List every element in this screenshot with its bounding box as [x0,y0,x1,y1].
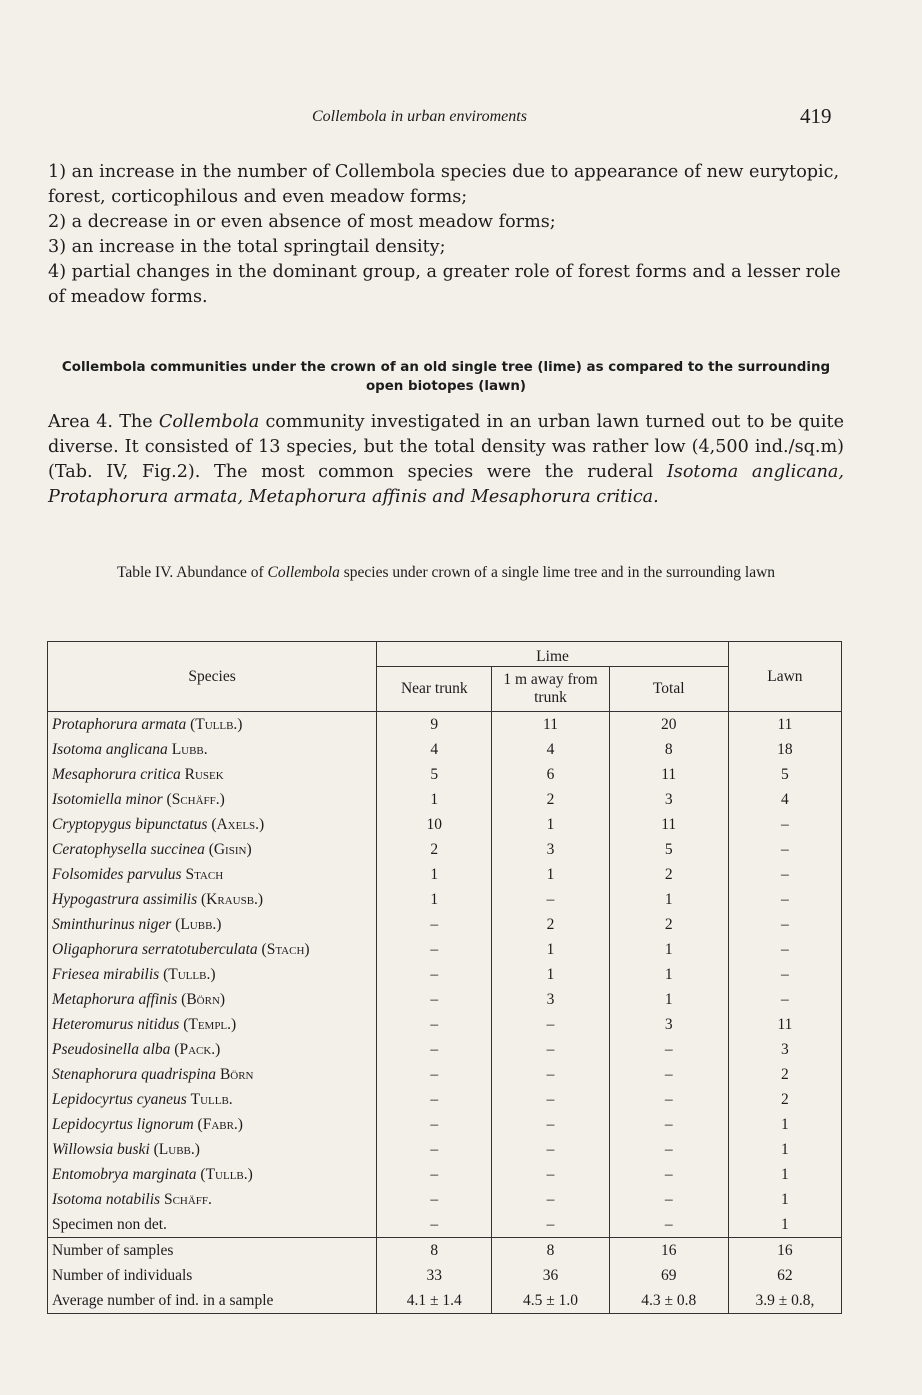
species-name: Hypogastrura assimilis [52,891,198,908]
species-name: Oligaphorura serratotuberculata [52,941,258,958]
total-cell: – [609,1062,728,1087]
total-cell: – [609,1087,728,1112]
species-name: Metaphorura affinis [52,991,178,1008]
header-away: 1 m away from trunk [492,667,609,712]
abundance-table [47,641,842,1314]
summary-label: Number of individuals [48,1263,377,1288]
total-cell: 1 [609,887,728,912]
total-cell: – [609,1037,728,1062]
total-cell: 2 [609,862,728,887]
species-cell [48,1062,377,1087]
summary-away-cell: 4.5 ± 1.0 [492,1288,609,1314]
table-row [48,1187,842,1212]
species-author: (Krausb.) [201,891,264,908]
running-head [0,104,922,130]
species-cell [48,1112,377,1137]
near-cell: – [377,937,492,962]
total-cell: – [609,1187,728,1212]
near-cell: 9 [377,712,492,738]
species-author: Tullb. [190,1091,233,1108]
summary-total-cell: 4.3 ± 0.8 [609,1288,728,1314]
paragraph-taxon: Collembola [158,412,260,432]
total-cell: 1 [609,937,728,962]
caption-taxon: Collembola [267,564,340,581]
table-row [48,1162,842,1187]
species-author: (Gisin) [208,841,252,858]
table-row [48,962,842,987]
species-author: Börn [219,1066,254,1083]
lawn-cell: 3 [728,1037,841,1062]
species-cell [48,1137,377,1162]
lawn-cell: – [728,962,841,987]
summary-near-cell: 8 [377,1238,492,1264]
near-cell: – [377,987,492,1012]
species-cell [48,862,377,887]
running-title: Collembola in urban enviroments [312,108,527,125]
table-row [48,987,842,1012]
species-name: Isotomiella minor [52,791,163,808]
species-cell [48,962,377,987]
species-author: Rusek [184,766,224,783]
list-item: 2) a decrease in or even absence of most meadow forms; [48,212,556,232]
body-paragraph [48,410,844,510]
away-cell: 1 [492,862,609,887]
species-author: (Schäff.) [166,791,225,808]
away-cell: – [492,1162,609,1187]
summary-away-cell: 8 [492,1238,609,1264]
table-row [48,937,842,962]
species-author: (Börn) [181,991,226,1008]
species-name: Heteromurus nitidus [52,1016,180,1033]
total-cell: – [609,1112,728,1137]
list-item: 4) partial changes in the dominant group, a greater role of forest forms and a lesser role of meadow forms. [48,262,841,307]
lawn-cell: 1 [728,1137,841,1162]
total-cell: 3 [609,787,728,812]
lawn-cell: 11 [728,712,841,738]
lawn-cell: 18 [728,737,841,762]
lawn-cell: – [728,812,841,837]
header-lawn: Lawn [728,642,841,712]
table-row [48,712,842,738]
near-cell: – [377,1062,492,1087]
findings-list [48,160,844,310]
species-name: Folsomides parvulus [52,866,182,883]
table-row [48,887,842,912]
summary-near-cell: 33 [377,1263,492,1288]
lawn-cell: 4 [728,787,841,812]
species-cell [48,937,377,962]
species-name: Protaphorura armata [52,716,187,733]
species-author: (Lubb.) [175,916,222,933]
species-cell [48,987,377,1012]
near-cell: – [377,1137,492,1162]
lawn-cell: – [728,987,841,1012]
list-item: 3) an increase in the total springtail density; [48,237,446,257]
species-name: Lepidocyrtus lignorum [52,1116,194,1133]
species-author: (Tullb.) [200,1166,253,1183]
near-cell: 1 [377,862,492,887]
table-row [48,912,842,937]
away-cell: 3 [492,987,609,1012]
species-name: Entomobrya marginata [52,1166,197,1183]
near-cell: – [377,912,492,937]
list-item: 1) an increase in the number of Collembola species due to appearance of new eurytopic, forest, corticophilous and even meadow forms; [48,162,840,207]
near-cell: – [377,1087,492,1112]
away-cell: 6 [492,762,609,787]
page-number: 419 [800,104,832,128]
away-cell: 1 [492,812,609,837]
away-cell: 2 [492,912,609,937]
species-author: (Fabr.) [197,1116,243,1133]
header-total: Total [609,667,728,712]
species-cell [48,762,377,787]
near-cell: – [377,1037,492,1062]
summary-lawn-cell: 62 [728,1263,841,1288]
away-cell: – [492,1087,609,1112]
away-cell: 2 [492,787,609,812]
lawn-cell: 2 [728,1087,841,1112]
near-cell: – [377,1112,492,1137]
species-name: Isotoma notabilis [52,1191,161,1208]
summary-lawn-cell: 16 [728,1238,841,1264]
species-author: (Stach) [261,941,310,958]
away-cell: – [492,1037,609,1062]
table-row [48,737,842,762]
species-name: Mesaphorura critica [52,766,181,783]
header-species: Species [48,642,377,712]
near-cell: – [377,1212,492,1238]
species-cell [48,812,377,837]
away-cell: – [492,1212,609,1238]
away-cell: – [492,1062,609,1087]
species-cell [48,1087,377,1112]
species-author: (Lubb.) [153,1141,200,1158]
lawn-cell: 11 [728,1012,841,1037]
total-cell: 1 [609,987,728,1012]
away-cell: – [492,1012,609,1037]
lawn-cell: – [728,937,841,962]
total-cell: 2 [609,912,728,937]
summary-total-cell: 16 [609,1238,728,1264]
lawn-cell: 1 [728,1162,841,1187]
table-row [48,1012,842,1037]
paragraph-text: community investigated in an urban lawn turned out to be quite diverse. It consisted of 13 species, but the total density was rather low (4,500 ind./sq.m) (Tab. IV, Fig.2). The most common species were the ruderal [48,412,844,482]
species-author: (Tullb.) [190,716,243,733]
lawn-cell: 2 [728,1062,841,1087]
species-cell [48,1012,377,1037]
paragraph-species-list: Isotoma anglicana, Protaphorura armata, Metaphorura affinis and Mesaphorura critica. [48,462,844,507]
away-cell: – [492,1137,609,1162]
species-author: (Pack.) [174,1041,221,1058]
table-header [48,642,842,712]
summary-lawn-cell: 3.9 ± 0.8, [728,1288,841,1314]
table-caption [48,563,844,583]
away-cell: – [492,1112,609,1137]
away-cell: – [492,1187,609,1212]
away-cell: 1 [492,937,609,962]
total-cell: – [609,1137,728,1162]
total-cell: 1 [609,962,728,987]
species-name: Friesea mirabilis [52,966,160,983]
total-cell: 11 [609,812,728,837]
species-cell [48,1187,377,1212]
away-cell: 1 [492,962,609,987]
total-cell: 11 [609,762,728,787]
near-cell: – [377,1162,492,1187]
total-cell: – [609,1162,728,1187]
summary-row [48,1238,842,1264]
summary-label: Number of samples [48,1238,377,1264]
summary-row [48,1263,842,1288]
near-cell: – [377,1187,492,1212]
lawn-cell: 1 [728,1212,841,1238]
summary-label: Average number of ind. in a sample [48,1288,377,1314]
species-author: Specimen non det. [52,1216,167,1233]
species-name: Lepidocyrtus cyaneus [52,1091,187,1108]
species-cell [48,737,377,762]
species-cell [48,912,377,937]
species-name: Stenaphorura quadrispina [52,1066,217,1083]
species-cell [48,837,377,862]
species-cell [48,712,377,738]
away-cell: 11 [492,712,609,738]
lawn-cell: – [728,862,841,887]
species-cell [48,1037,377,1062]
table-row [48,1112,842,1137]
away-cell: 3 [492,837,609,862]
total-cell: 20 [609,712,728,738]
near-cell: 1 [377,787,492,812]
away-cell: – [492,887,609,912]
summary-near-cell: 4.1 ± 1.4 [377,1288,492,1314]
section-heading: Collembola communities under the crown of an old single tree (lime) as compared to the surrounding open biotopes (lawn) [61,360,831,394]
near-cell: 1 [377,887,492,912]
table-row [48,787,842,812]
species-name: Pseudosinella alba [52,1041,171,1058]
lawn-cell: 1 [728,1187,841,1212]
table-row [48,1087,842,1112]
total-cell: – [609,1212,728,1238]
lawn-cell: 5 [728,762,841,787]
species-name: Sminthurinus niger [52,916,172,933]
species-cell [48,1162,377,1187]
lawn-cell: – [728,887,841,912]
species-name: Ceratophysella succinea [52,841,205,858]
table-row [48,862,842,887]
lawn-cell: – [728,837,841,862]
lawn-cell: 1 [728,1112,841,1137]
summary-row [48,1288,842,1314]
species-cell [48,787,377,812]
near-cell: 4 [377,737,492,762]
summary-total-cell: 69 [609,1263,728,1288]
table-row [48,1212,842,1238]
species-author: (Tullb.) [163,966,216,983]
summary-away-cell: 36 [492,1263,609,1288]
table-row [48,1037,842,1062]
near-cell: 5 [377,762,492,787]
near-cell: 10 [377,812,492,837]
table-row [48,837,842,862]
paragraph-text: Area 4. The [48,412,159,432]
total-cell: 5 [609,837,728,862]
header-lime: Lime [377,642,729,667]
table-row [48,762,842,787]
species-author: Schäff. [163,1191,212,1208]
species-author: Lubb. [171,741,208,758]
species-author: Stach [185,866,224,883]
species-name: Isotoma anglicana [52,741,168,758]
header-near-trunk: Near trunk [377,667,492,712]
near-cell: – [377,962,492,987]
table-row [48,1062,842,1087]
total-cell: 8 [609,737,728,762]
caption-text: Table IV. Abundance of [116,564,268,581]
lawn-cell: – [728,912,841,937]
near-cell: – [377,1012,492,1037]
species-author: (Axels.) [211,816,265,833]
summary-rows [48,1238,842,1314]
total-cell: 3 [609,1012,728,1037]
away-cell: 4 [492,737,609,762]
species-cell [48,887,377,912]
species-rows [48,712,842,1238]
species-author: (Templ.) [183,1016,237,1033]
species-name: Cryptopygus bipunctatus [52,816,208,833]
species-cell [48,1212,377,1238]
near-cell: 2 [377,837,492,862]
species-name: Willowsia buski [52,1141,150,1158]
table-row [48,1137,842,1162]
table-row [48,812,842,837]
caption-text: species under crown of a single lime tree and in the surrounding lawn [339,564,776,581]
